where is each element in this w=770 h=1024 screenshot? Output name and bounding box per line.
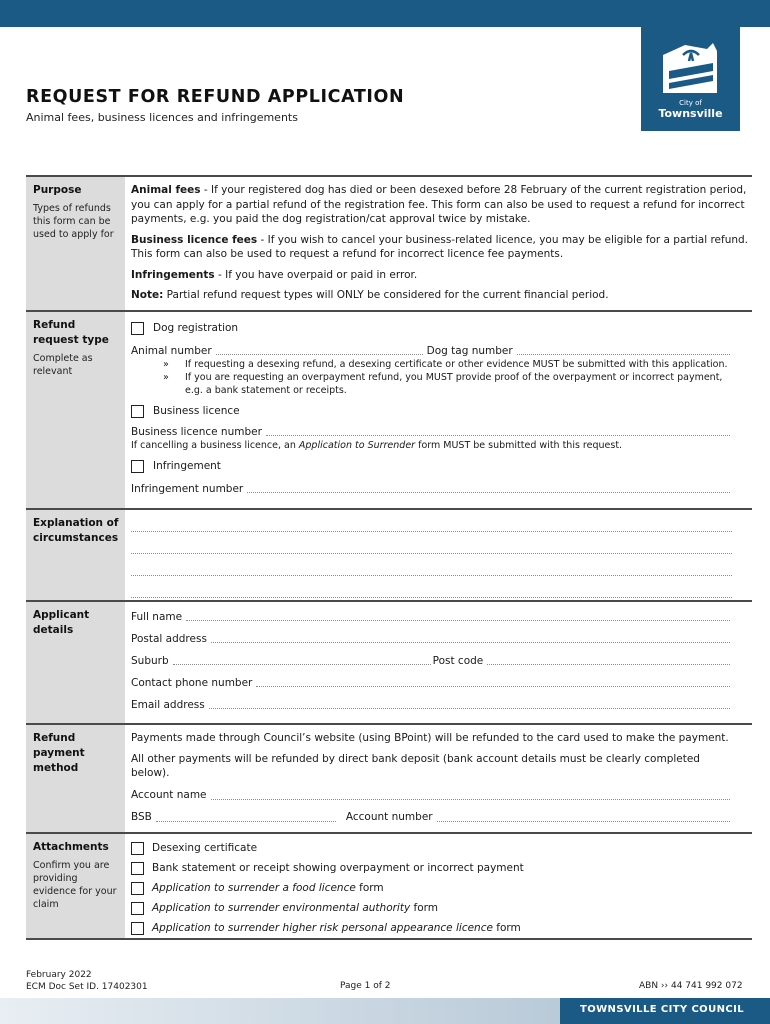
top-banner: [0, 0, 770, 27]
infringements-label: Infringements: [131, 268, 215, 281]
personal-appearance-post: form: [492, 921, 521, 934]
purpose-sub: Types of refunds this form can be used to apply for: [33, 203, 114, 240]
note-text: Partial refund request types will ONLY be considered for the current financial period.: [163, 289, 609, 301]
refund-type-label: [26, 312, 125, 508]
purpose-label: [26, 177, 125, 310]
business-fees-label: Business licence fees: [131, 233, 258, 246]
environmental-authority-post: form: [410, 901, 439, 914]
full-name-label: Full name: [131, 610, 183, 623]
page-title: REQUEST FOR REFUND APPLICATION: [26, 87, 405, 107]
personal-appearance-checkbox[interactable]: [131, 922, 144, 935]
payment-section: [26, 723, 752, 832]
email-row: [131, 690, 730, 712]
page-number: Page 1 of 2: [340, 981, 391, 991]
attachments-heading: Attachments: [33, 841, 109, 853]
food-licence-checkbox[interactable]: [131, 882, 144, 895]
refund-type-section: [26, 310, 752, 508]
applicant-heading: Applicant details: [33, 609, 90, 636]
bank-statement-label: Bank statement or receipt showing overpayment or incorrect payment: [152, 861, 524, 874]
cancel-note-italic: Application to Surrender: [298, 440, 416, 451]
infringements-paragraph: [131, 268, 752, 283]
bullet-marker: »: [163, 372, 169, 383]
townsville-logo-icon: [655, 41, 726, 97]
explanation-section: [26, 508, 752, 600]
payment-text-2: All other payments will be refunded by direct bank deposit (bank account details must be clearly completed below).: [131, 752, 700, 779]
bank-statement-checkbox[interactable]: [131, 862, 144, 875]
cancel-note-pre: If cancelling a business licence, an: [131, 440, 299, 451]
payment-content: [125, 725, 752, 832]
infringement-number-row: [131, 476, 730, 496]
email-field[interactable]: [209, 708, 730, 709]
attachments-label: [26, 834, 125, 938]
postal-address-row: [131, 624, 730, 646]
applicant-label: [26, 602, 125, 723]
infringement-option[interactable]: [131, 456, 730, 476]
food-licence-label: [152, 881, 384, 896]
bsb-label: BSB: [131, 811, 152, 823]
account-number-field[interactable]: [437, 821, 730, 822]
dog-registration-option[interactable]: [131, 318, 730, 338]
postal-address-field[interactable]: [211, 642, 730, 643]
business-licence-option[interactable]: [131, 401, 730, 421]
full-name-field[interactable]: [186, 620, 730, 621]
infringement-number-field[interactable]: [247, 492, 730, 493]
business-fees-text: - If you wish to cancel your business-related licence, you may be eligible for a partial refund. This form can also be used to request a refund for incorrect licence fee payments.: [131, 233, 749, 260]
explanation-heading: Explanation of circumstances: [33, 517, 119, 544]
purpose-section: [26, 175, 752, 310]
dog-tag-label: Dog tag number: [426, 344, 513, 357]
payment-text-1: Payments made through Council’s website (using BPoint) will be refunded to the card used to make the payment.: [131, 732, 729, 744]
infringements-text: - If you have overpaid or paid in error.: [214, 268, 418, 281]
desexing-bullet: [131, 358, 730, 371]
cancel-licence-note: [131, 439, 730, 452]
business-fees-paragraph: [131, 233, 752, 262]
logo-townsville: Townsville: [658, 107, 723, 120]
refund-form: [26, 175, 752, 940]
explanation-line-2[interactable]: [131, 532, 732, 554]
note-paragraph: [131, 288, 752, 303]
payment-label: [26, 725, 125, 832]
infringement-number-label: Infringement number: [131, 482, 244, 495]
desexing-certificate-label: Desexing certificate: [152, 841, 258, 854]
bsb-field[interactable]: [156, 821, 336, 822]
animal-number-row: [131, 338, 730, 358]
phone-row: [131, 668, 730, 690]
post-code-label: Post code: [432, 654, 484, 667]
attachments-section: [26, 832, 752, 940]
refund-type-content: [125, 312, 752, 508]
post-code-field[interactable]: [487, 664, 730, 665]
email-label: Email address: [131, 698, 205, 711]
environmental-authority-checkbox[interactable]: [131, 902, 144, 915]
animal-fees-label: Animal fees: [131, 184, 201, 196]
account-name-field[interactable]: [211, 799, 730, 800]
infringement-checkbox[interactable]: [131, 460, 144, 473]
bsb-row: [131, 803, 730, 825]
animal-number-field[interactable]: [216, 354, 423, 355]
desexing-certificate-option[interactable]: [131, 838, 752, 858]
explanation-line-4[interactable]: [131, 576, 732, 598]
desexing-bullet-text: If requesting a desexing refund, a desexing certificate or other evidence MUST be submitted with this application.: [185, 359, 728, 370]
note-label: Note:: [131, 289, 164, 301]
explanation-line-3[interactable]: [131, 554, 732, 576]
business-licence-label: Business licence: [153, 404, 240, 417]
page-subtitle: Animal fees, business licences and infringements: [26, 111, 298, 124]
council-name: TOWNSVILLE CITY COUNCIL: [580, 1004, 745, 1015]
personal-appearance-option[interactable]: [131, 918, 752, 938]
refund-type-sub: Complete as relevant: [33, 353, 93, 377]
explanation-line-1[interactable]: [131, 510, 732, 532]
business-number-row: [131, 421, 730, 439]
purpose-content: [125, 177, 752, 310]
purpose-heading: Purpose: [33, 184, 82, 196]
dog-registration-label: Dog registration: [153, 321, 239, 334]
phone-field[interactable]: [256, 686, 730, 687]
food-licence-option[interactable]: [131, 878, 752, 898]
dog-registration-checkbox[interactable]: [131, 322, 144, 335]
suburb-row: [131, 646, 730, 668]
suburb-label: Suburb: [131, 654, 169, 667]
business-number-label: Business licence number: [131, 425, 262, 438]
postal-address-label: Postal address: [131, 632, 207, 645]
environmental-authority-option[interactable]: [131, 898, 752, 918]
explanation-content[interactable]: [125, 510, 752, 600]
business-number-field[interactable]: [266, 435, 730, 436]
explanation-label: [26, 510, 125, 600]
dog-tag-field[interactable]: [517, 354, 730, 355]
personal-appearance-label: [152, 921, 521, 936]
suburb-field[interactable]: [173, 664, 431, 665]
footer-doc-id: ECM Doc Set ID. 17402301: [26, 982, 148, 992]
animal-fees-paragraph: [131, 183, 752, 227]
bullet-marker: »: [163, 359, 169, 370]
account-name-label: Account name: [131, 789, 207, 801]
payment-heading: Refund payment method: [33, 732, 85, 774]
footer-date: February 2022: [26, 970, 92, 980]
desexing-certificate-checkbox[interactable]: [131, 842, 144, 855]
bank-statement-option[interactable]: [131, 858, 752, 878]
account-number-label: Account number: [345, 811, 433, 823]
overpayment-bullet: [131, 371, 730, 397]
food-licence-italic: Application to surrender a food licence: [152, 881, 356, 894]
food-licence-post: form: [355, 881, 384, 894]
refund-type-heading: Refund request type: [33, 319, 109, 346]
applicant-content: [125, 602, 752, 723]
council-logo: [641, 27, 740, 131]
personal-appearance-italic: Application to surrender higher risk personal appearance licence: [152, 921, 493, 934]
logo-city-of: City of: [679, 99, 702, 107]
bottom-banner-gradient: [0, 998, 560, 1024]
phone-label: Contact phone number: [131, 676, 253, 689]
account-name-row: [131, 781, 730, 803]
business-licence-checkbox[interactable]: [131, 405, 144, 418]
footer-abn: ABN ›› 44 741 992 072: [639, 981, 743, 991]
environmental-authority-label: [152, 901, 438, 916]
environmental-authority-italic: Application to surrender environmental authority: [152, 901, 411, 914]
infringement-label: Infringement: [153, 459, 221, 472]
overpayment-bullet-text: If you are requesting an overpayment refund, you MUST provide proof of the overpayment or incorrect payment, e.g. a bank statement or receipts.: [185, 372, 723, 396]
cancel-note-post: form MUST be submitted with this request.: [415, 440, 623, 451]
applicant-section: [26, 600, 752, 723]
attachments-content: [125, 834, 752, 938]
animal-fees-text: - If your registered dog has died or been desexed before 28 February of the current registration period, you can apply for a partial refund of the registration fee. This form can also be used to request a refund for incorrect payments, e.g. you paid the dog registration/cat approval twice by mistake.: [131, 184, 747, 225]
full-name-row: [131, 602, 730, 624]
attachments-sub: Confirm you are providing evidence for your claim: [33, 860, 117, 910]
footer-left: [26, 969, 148, 993]
animal-number-label: Animal number: [131, 344, 212, 357]
